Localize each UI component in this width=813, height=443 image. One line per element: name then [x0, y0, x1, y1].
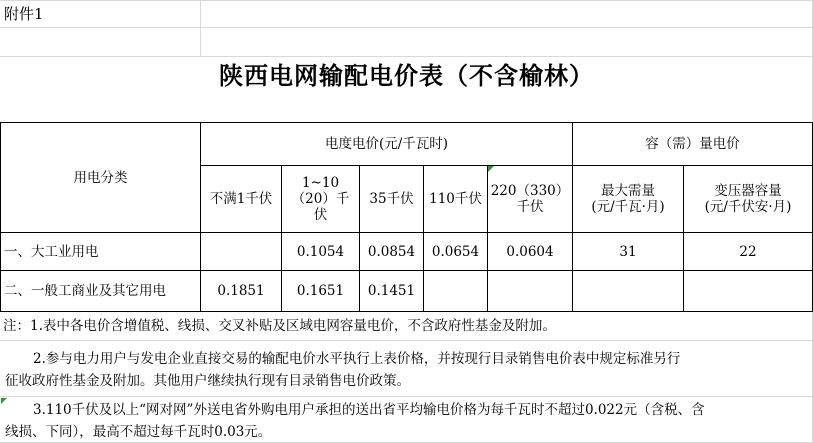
- gridline: [0, 396, 813, 397]
- table-cell[interactable]: 31: [572, 232, 684, 271]
- table-cell[interactable]: [572, 270, 684, 312]
- voltage-header-text: 不满1千伏: [209, 191, 273, 207]
- table-cell[interactable]: 0.1851: [200, 270, 282, 312]
- table-cell[interactable]: [200, 232, 282, 271]
- table-cell[interactable]: 0.0604: [487, 232, 573, 271]
- capacity-header-unit: (元/千伏安·月): [704, 199, 792, 215]
- voltage-header-text: 千伏: [516, 199, 544, 215]
- table-cell[interactable]: [487, 270, 573, 312]
- voltage-header-text: 1~10: [301, 175, 340, 191]
- table-cell[interactable]: 0.0654: [423, 232, 488, 271]
- table-title[interactable]: 陕西电网输配电价表（不含榆林）: [219, 61, 594, 90]
- gridline: [0, 27, 813, 28]
- note-2-line-1[interactable]: 2.参与电力用户与发电企业直接交易的输配电价水平执行上表价格，并按现行目录销售电价表中规定标准另行: [33, 351, 681, 367]
- note-3-line-2[interactable]: 线损、下同），最高不超过每千瓦时0.03元。: [5, 424, 272, 440]
- voltage-header[interactable]: [359, 165, 424, 233]
- gridline: [0, 56, 813, 57]
- capacity-header-transformer[interactable]: [683, 165, 813, 233]
- table-cell[interactable]: 0.1054: [281, 232, 360, 271]
- table-cell[interactable]: 0.1451: [359, 270, 424, 312]
- gridline: [200, 0, 201, 56]
- capacity-header-unit: (元/千瓦·月): [591, 199, 665, 215]
- row-category[interactable]: 二、一般工商业及其它用电: [0, 270, 201, 312]
- note-3-line-1[interactable]: 3.110千伏及以上“网对网”外送电省外购电用户承担的送出省平均输电价格为每千瓦时不超过0.022元（含税、含: [33, 402, 705, 418]
- capacity-header-name: 最大需量: [601, 183, 655, 199]
- table-cell[interactable]: 0.1651: [281, 270, 360, 312]
- voltage-header[interactable]: [281, 165, 360, 233]
- voltage-header-text: 伏: [313, 207, 328, 223]
- voltage-header[interactable]: [423, 165, 488, 233]
- voltage-header-text: 110千伏: [429, 191, 482, 207]
- row-category[interactable]: 一、大工业用电: [0, 232, 201, 271]
- voltage-header-text: （20）千: [291, 191, 350, 207]
- capacity-header-name: 变压器容量: [714, 183, 782, 199]
- category-header[interactable]: 用电分类: [0, 122, 201, 233]
- voltage-header[interactable]: [200, 165, 282, 233]
- voltage-header-text: 220（330）: [490, 183, 570, 199]
- table-cell[interactable]: 0.0854: [359, 232, 424, 271]
- gridline: [0, 0, 813, 1]
- capacity-header-max-demand[interactable]: [572, 165, 684, 233]
- gridline: [0, 340, 813, 341]
- attachment-label[interactable]: 附件1: [4, 5, 44, 23]
- note-1[interactable]: 注：1.表中各电价含增值税、线损、交叉补贴及区域电网容量电价，不含政府性基金及附加。: [3, 318, 556, 334]
- note-2-line-2[interactable]: 征收政府性基金及附加。其他用户继续执行现有目录销售电价政策。: [5, 373, 410, 389]
- voltage-header[interactable]: [487, 165, 573, 233]
- comment-marker-icon[interactable]: [488, 166, 494, 172]
- capacity-price-header[interactable]: 容（需）量电价: [572, 122, 813, 166]
- table-cell[interactable]: [683, 270, 813, 312]
- comment-marker-icon[interactable]: [1, 398, 7, 404]
- table-cell[interactable]: [423, 270, 488, 312]
- voltage-header-text: 35千伏: [369, 191, 414, 207]
- table-cell[interactable]: 22: [683, 232, 813, 271]
- energy-price-header[interactable]: 电度电价(元/千瓦时): [200, 122, 573, 166]
